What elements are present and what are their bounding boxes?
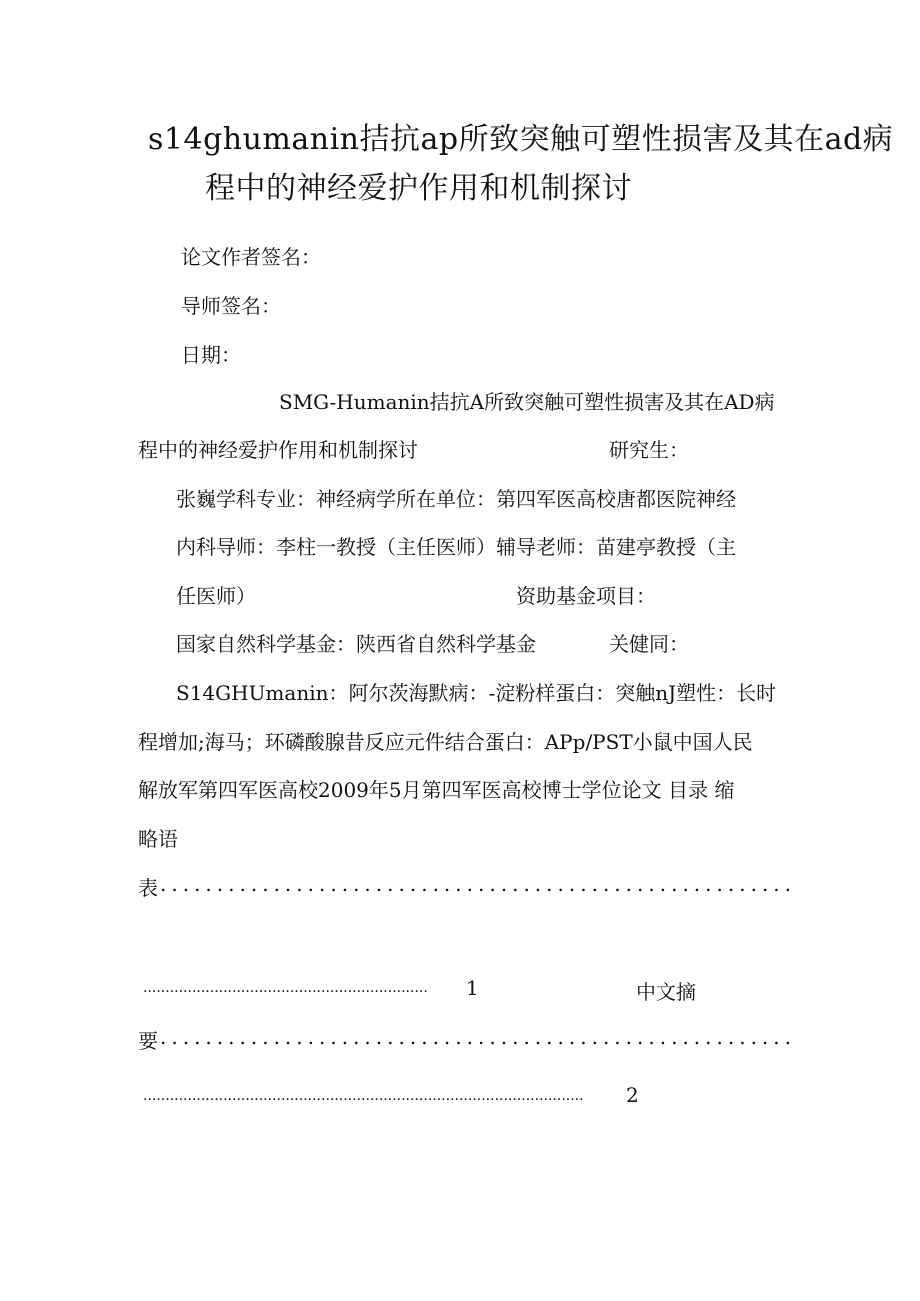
body-line-4: 内科导师：李柱一教授（主任医师）辅导老师：苗建亭教授（主	[176, 535, 736, 559]
toc-entry-2-page: 2	[626, 1083, 639, 1107]
title-line-2: 程中的神经爱护作用和机制探讨	[205, 171, 632, 206]
body-line-2a: 程中的神经爱护作用和机制探讨	[138, 438, 418, 462]
body-line-1: SMG-Humanin拮抗A所致突触可塑性损害及其在AD病	[279, 390, 775, 414]
toc-entry-2-dots: ........................................................	[160, 1025, 797, 1049]
title-line-1: s14ghumanin拮抗ap所致突触可塑性损害及其在ad病	[148, 122, 894, 157]
toc-entry-1-dots: ........................................................	[160, 872, 797, 896]
toc-entry-1-page: 1	[466, 976, 479, 1000]
toc-entry-2-fine-dots: ...................................................................................................	[143, 1088, 584, 1104]
body-line-8: 程增加;海马；环磷酸腺昔反应元件结合蛋白：APp/PST小鼠中国人民	[138, 730, 753, 754]
author-signature-label: 论文作者签名：	[181, 245, 321, 269]
toc-entry-2-label: 中文摘	[636, 980, 696, 1004]
toc-entry-1-fine-dots: ................................................................	[143, 980, 428, 996]
body-line-5a: 任医师）	[176, 584, 256, 608]
toc-entry-1-char: 表	[138, 876, 158, 900]
body-line-3: 张巍学科专业：神经病学所在单位：第四军医高校唐都医院神经	[176, 487, 736, 511]
body-line-7: S14GHUmanin：阿尔茨海默病：-淀粉样蛋白：突触nJ塑性：长时	[176, 681, 777, 705]
date-label: 日期：	[181, 343, 241, 367]
body-line-5b: 资助基金项目：	[516, 584, 656, 608]
body-line-10: 略语	[138, 827, 178, 851]
body-line-6b: 关健同：	[609, 632, 689, 656]
supervisor-signature-label: 导师签名：	[181, 294, 281, 318]
toc-entry-2-char: 要	[138, 1029, 158, 1053]
body-line-6a: 国家自然科学基金：陕西省自然科学基金	[176, 632, 536, 656]
body-line-2b: 研究生：	[609, 438, 689, 462]
body-line-9: 解放军第四军医高校2009年5月第四军医高校博士学位论文 目录 缩	[138, 778, 735, 802]
